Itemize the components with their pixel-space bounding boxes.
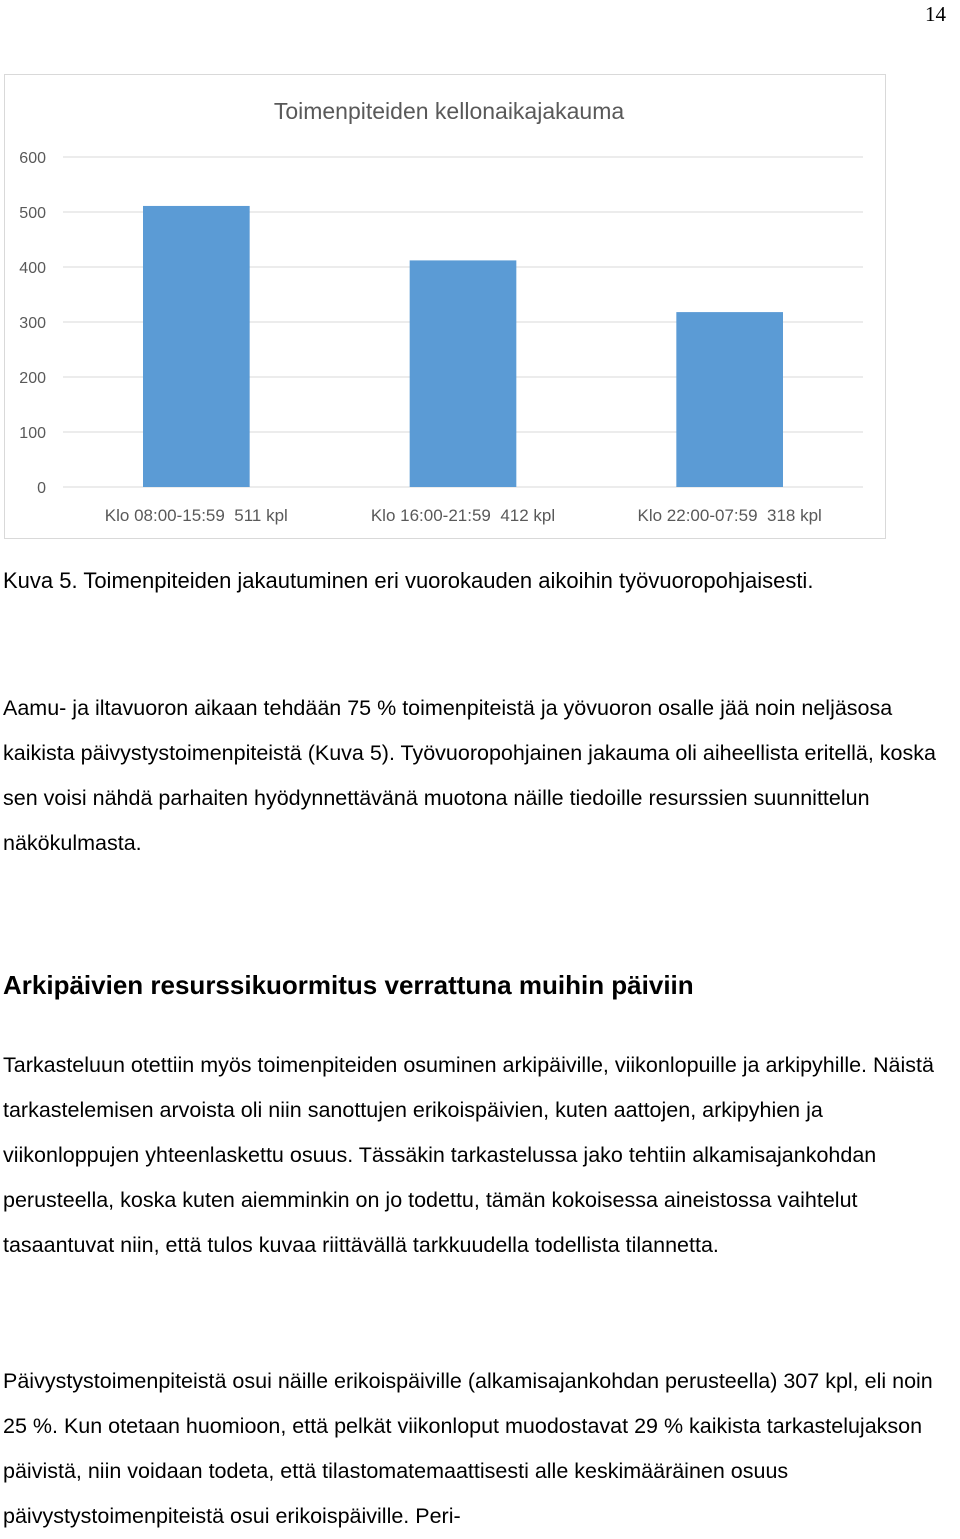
page-number: 14 — [925, 2, 946, 26]
bar-chart — [5, 75, 887, 540]
bar — [143, 206, 250, 487]
paragraph-2: Tarkasteluun otettiin myös toimenpiteiden osuminen arkipäiville, viikonlopuille ja arkipyhille. Näistä tarkastelemisen arvoista oli niin sanottujen erikoispäivien, kuten aattojen, arkipyhien ja viikonloppujen yhteenlaskettu osuus. Tässäkin tarkastelussa jako tehtiin alkamisajankohdan perusteella, koska kuten aiemminkin on jo todettu, tämän kokoisessa aineistossa vaihtelut tasaantuvat niin, että tulos kuvaa riittävällä tarkkuudella todellista tilannetta. — [3, 1053, 934, 1257]
y-axis-ticks — [19, 150, 46, 497]
y-tick-label: 400 — [19, 260, 46, 277]
bar — [676, 312, 783, 487]
paragraph-3: Päivystystoimenpiteistä osui näille erikoispäiville (alkamisajankohdan perusteella) 307 kpl, eli noin 25 %. Kun otetaan huomioon, että pelkät viikonloput muodostavat 29 % kaikista tarkastelujakson päivistä, niin voidaan todeta, että tilastomatemaattisesti alle keskimääräinen osuus päivystystoimenpiteistä osui erikoispäiville. Peri- — [3, 1369, 933, 1528]
section-heading: Arkipäivien resurssikuormitus verrattuna muihin päiviin — [3, 970, 694, 1000]
bar — [410, 260, 517, 487]
y-tick-label: 600 — [19, 150, 46, 167]
y-tick-label: 300 — [19, 315, 46, 332]
chart-title: Toimenpiteiden kellonaikajakauma — [273, 98, 625, 124]
category-label: Klo 16:00-21:59 412 kpl — [370, 506, 556, 525]
figure-caption: Kuva 5. Toimenpiteiden jakautuminen eri vuorokauden aikoihin työvuoropohjaisesti. — [3, 568, 814, 593]
bars — [143, 206, 783, 487]
y-tick-label: 0 — [37, 480, 46, 497]
y-tick-label: 100 — [19, 425, 46, 442]
chart-frame — [4, 74, 886, 539]
paragraph-1: Aamu- ja iltavuoron aikaan tehdään 75 % toimenpiteistä ja yövuoron osalle jää noin neljäsosa kaikista päivystystoimenpiteistä (Kuva 5). Työvuoropohjainen jakauma oli aiheellista eritellä, koska sen voisi nähdä parhaiten hyödynnettävänä muotona näille tiedoille resurssien suunnittelun näkökulmasta. — [3, 696, 936, 855]
x-axis-categories — [105, 506, 822, 525]
category-label: Klo 08:00-15:59 511 kpl — [104, 506, 288, 525]
y-tick-label: 500 — [19, 205, 46, 222]
category-label: Klo 22:00-07:59 318 kpl — [637, 506, 822, 525]
y-tick-label: 200 — [19, 370, 46, 387]
